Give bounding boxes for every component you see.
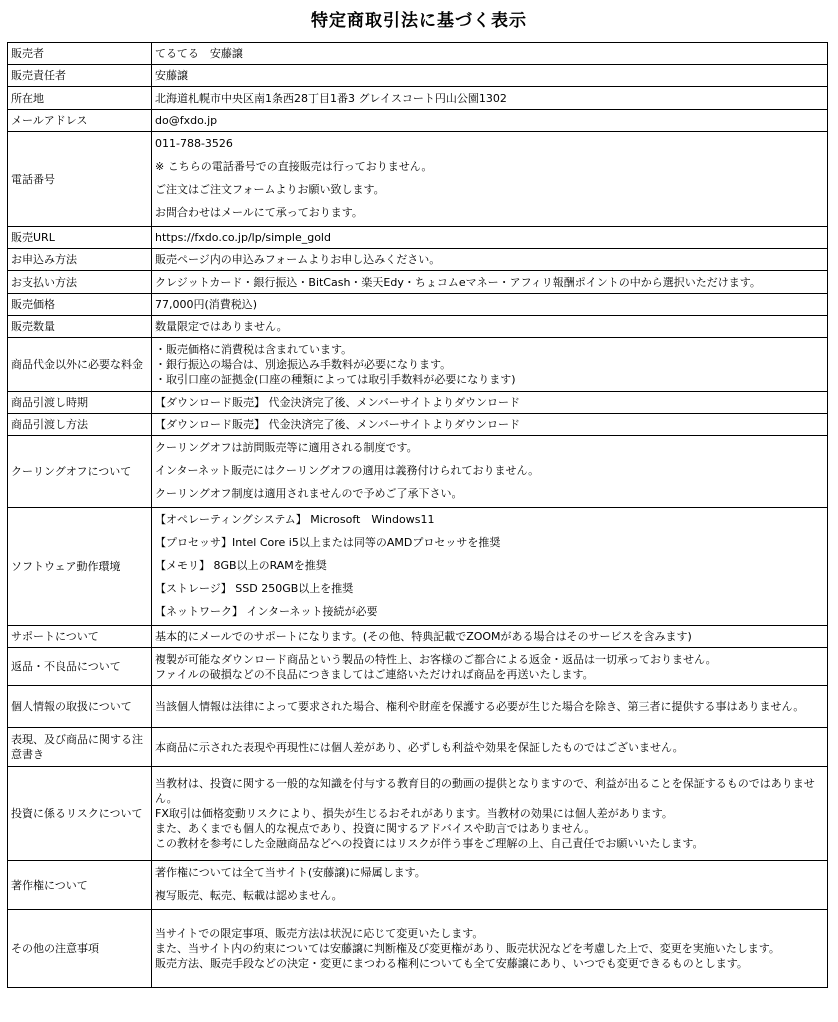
row-label: 商品引渡し時期 bbox=[8, 392, 152, 414]
row-value-line: 【メモリ】 8GB以上のRAMを推奨 bbox=[155, 559, 327, 572]
row-value-line: ※ こちらの電話番号での直接販売は行っておりません。 bbox=[155, 160, 433, 173]
row-value bbox=[152, 414, 828, 436]
row-value-line: てるてる 安藤譲 bbox=[155, 47, 243, 60]
row-label: 個人情報の取扱について bbox=[8, 686, 152, 728]
row-value-line: この教材を参考にした金融商品などへの投資にはリスクが伴う事をご理解の上、自己責任でお願いいたします。 bbox=[155, 837, 704, 850]
row-label: その他の注意事項 bbox=[8, 910, 152, 988]
row-value-line: 当該個人情報は法律によって要求された場合、権利や財産を保護する必要が生じた場合を除き、第三者に提供する事はありません。 bbox=[155, 700, 805, 713]
table-row bbox=[8, 508, 828, 626]
row-value-line: ファイルの破損などの不良品につきましてはご連絡いただければ商品を再送いたします。 bbox=[155, 667, 594, 681]
row-value-line: 複製が可能なダウンロード商品という製品の特性上、お客様のご都合による返金・返品は一切承っておりません。 bbox=[155, 652, 717, 666]
row-value bbox=[152, 686, 828, 728]
table-row bbox=[8, 686, 828, 728]
row-label: 販売URL bbox=[8, 227, 152, 249]
row-label: 所在地 bbox=[8, 87, 152, 110]
row-label: 販売数量 bbox=[8, 316, 152, 338]
row-value-line: ご注文はご注文フォームよりお願い致します。 bbox=[155, 183, 385, 196]
legal-info-table bbox=[7, 42, 828, 988]
row-value-line: 数量限定ではありません。 bbox=[155, 320, 288, 333]
row-value-line: 当教材は、投資に関する一般的な知識を付与する教育目的の動画の提供となりますので、利益が出ることを保証するものではありません。 bbox=[155, 777, 815, 805]
table-row bbox=[8, 87, 828, 110]
row-value-line: 77,000円(消費税込) bbox=[155, 298, 258, 311]
table-row bbox=[8, 227, 828, 249]
row-value-line: 【ストレージ】 SSD 250GB以上を推奨 bbox=[155, 582, 354, 595]
row-value bbox=[152, 316, 828, 338]
row-value bbox=[152, 249, 828, 271]
row-value-line: 販売ページ内の申込みフォームよりお申し込みください。 bbox=[155, 253, 441, 266]
table-row bbox=[8, 249, 828, 271]
table-row bbox=[8, 43, 828, 65]
row-value bbox=[152, 271, 828, 294]
table-row bbox=[8, 767, 828, 861]
row-value-line: 【ネットワーク】 インターネット接続が必要 bbox=[155, 605, 378, 618]
row-label: 販売価格 bbox=[8, 294, 152, 316]
row-label: 著作権について bbox=[8, 861, 152, 910]
row-value-line: インターネット販売にはクーリングオフの適用は義務付けられておりません。 bbox=[155, 464, 540, 477]
row-value-line: 【プロセッサ】Intel Core i5以上または同等のAMDプロセッサを推奨 bbox=[155, 536, 501, 549]
row-value-line: FX取引は価格変動リスクにより、損失が生じるおそれがあります。当教材の効果には個人差があります。 bbox=[155, 807, 673, 820]
row-label: 商品代金以外に必要な料金 bbox=[8, 338, 152, 392]
row-label: 投資に係るリスクについて bbox=[8, 767, 152, 861]
row-value bbox=[152, 43, 828, 65]
page-title: 特定商取引法に基づく表示 bbox=[311, 11, 527, 31]
table-row bbox=[8, 316, 828, 338]
table-row bbox=[8, 294, 828, 316]
table-row bbox=[8, 392, 828, 414]
row-value-line: do@fxdo.jp bbox=[155, 114, 218, 127]
row-value bbox=[152, 910, 828, 988]
row-value bbox=[152, 767, 828, 861]
table-row bbox=[8, 132, 828, 227]
row-value bbox=[152, 392, 828, 414]
row-label: 返品・不良品について bbox=[8, 648, 152, 686]
table-row bbox=[8, 910, 828, 988]
table-row bbox=[8, 414, 828, 436]
row-value-line: 当サイトでの限定事項、販売方法は状況に応じて変更いたします。 bbox=[155, 927, 484, 940]
row-value-line: 【ダウンロード販売】 代金決済完了後、メンバーサイトよりダウンロード bbox=[155, 418, 520, 431]
row-value bbox=[152, 626, 828, 648]
row-value-line: クーリングオフ制度は適用されませんので予めご了承下さい。 bbox=[155, 487, 463, 500]
row-label: クーリングオフについて bbox=[8, 436, 152, 508]
row-label: サポートについて bbox=[8, 626, 152, 648]
row-value-line: 販売方法、販売手段などの決定・変更にまつわる権利についても全て安藤譲にあり、いつでも変更できるものとします。 bbox=[155, 957, 748, 970]
row-value-line: ・銀行振込の場合は、別途振込み手数料が必要になります。 bbox=[155, 358, 452, 371]
row-value bbox=[152, 294, 828, 316]
row-value-line: https://fxdo.co.jp/lp/simple_gold bbox=[155, 231, 331, 244]
row-value-line: 基本的にメールでのサポートになります。(その他、特典記載でZOOMがある場合はそのサービスを含みます) bbox=[155, 630, 692, 643]
row-value-line: 011-788-3526 bbox=[155, 137, 233, 150]
table-row bbox=[8, 436, 828, 508]
row-value bbox=[152, 861, 828, 910]
row-value bbox=[152, 132, 828, 227]
row-value bbox=[152, 110, 828, 132]
row-value-line: ・販売価格に消費税は含まれています。 bbox=[155, 343, 353, 356]
row-value-line: クーリングオフは訪問販売等に適用される制度です。 bbox=[155, 441, 418, 454]
row-value-line: 【オペレーティングシステム】 Microsoft Windows11 bbox=[155, 513, 435, 526]
table-row bbox=[8, 648, 828, 686]
row-value-line: 著作権については全て当サイト(安藤譲)に帰属します。 bbox=[155, 866, 426, 879]
row-value bbox=[152, 338, 828, 392]
table-row bbox=[8, 65, 828, 87]
row-value-line: 安藤譲 bbox=[155, 69, 188, 82]
row-value bbox=[152, 65, 828, 87]
table-row bbox=[8, 626, 828, 648]
row-value-line: お問合わせはメールにて承っております。 bbox=[155, 206, 363, 219]
row-value-line: クレジットカード・銀行振込・BitCash・楽天Edy・ちょコムeマネー・アフィリ報酬ポイントの中から選択いただけます。 bbox=[155, 275, 761, 289]
row-value bbox=[152, 508, 828, 626]
row-label: 販売責任者 bbox=[8, 65, 152, 87]
table-row bbox=[8, 110, 828, 132]
row-value bbox=[152, 728, 828, 767]
row-value-line: 北海道札幌市中央区南1条西28丁目1番3 グレイスコート円山公園1302 bbox=[155, 91, 507, 105]
table-row bbox=[8, 861, 828, 910]
table-row bbox=[8, 271, 828, 294]
row-label: ソフトウェア動作環境 bbox=[8, 508, 152, 626]
table-row bbox=[8, 338, 828, 392]
row-value-line: 本商品に示された表現や再現性には個人差があり、必ずしも利益や効果を保証したものではございません。 bbox=[155, 740, 684, 754]
row-value bbox=[152, 648, 828, 686]
row-value bbox=[152, 87, 828, 110]
row-label: 電話番号 bbox=[8, 132, 152, 227]
row-label: 商品引渡し方法 bbox=[8, 414, 152, 436]
row-value-line: 複写販売、転売、転載は認めません。 bbox=[155, 889, 343, 902]
row-label: メールアドレス bbox=[8, 110, 152, 132]
row-label: お申込み方法 bbox=[8, 249, 152, 271]
row-label: お支払い方法 bbox=[8, 271, 152, 294]
row-value-line: ・取引口座の証拠金(口座の種類によっては取引手数料が必要になります) bbox=[155, 373, 516, 386]
row-label: 販売者 bbox=[8, 43, 152, 65]
row-label: 表現、及び商品に関する注意書き bbox=[8, 728, 152, 767]
table-row bbox=[8, 728, 828, 767]
row-value bbox=[152, 227, 828, 249]
row-value-line: また、あくまでも個人的な視点であり、投資に関するアドバイスや助言ではありません。 bbox=[155, 822, 596, 835]
row-value-line: 【ダウンロード販売】 代金決済完了後、メンバーサイトよりダウンロード bbox=[155, 396, 520, 409]
row-value-line: また、当サイト内の約束については安藤譲に判断権及び変更権があり、販売状況などを考慮した上で、変更を実施いたします。 bbox=[155, 942, 780, 955]
row-value bbox=[152, 436, 828, 508]
